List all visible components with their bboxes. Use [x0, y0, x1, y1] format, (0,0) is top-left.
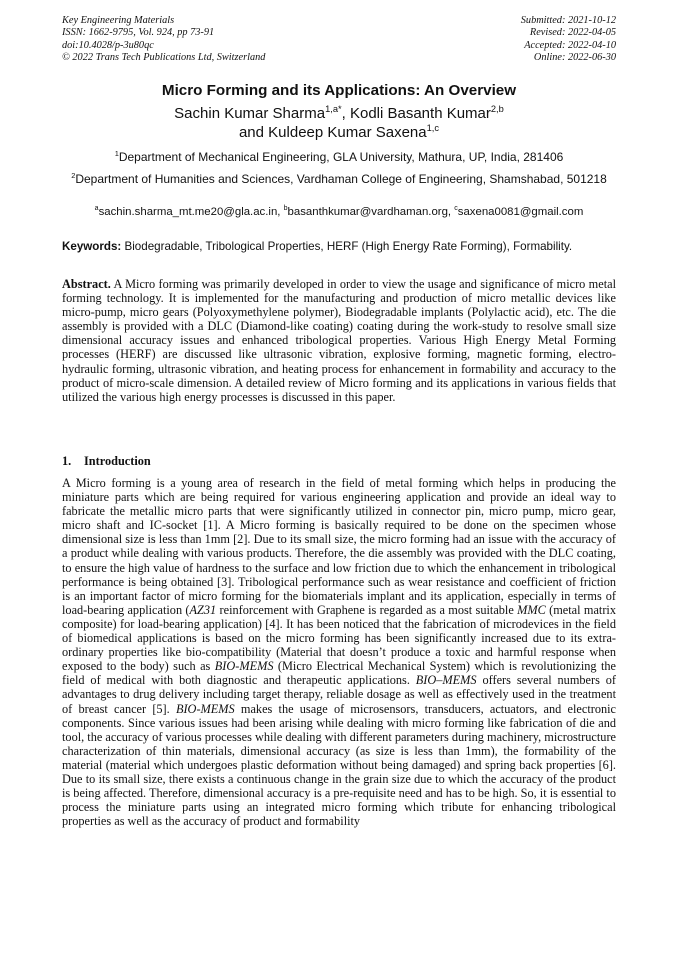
email-mark: c: [454, 205, 458, 213]
abstract: [62, 277, 616, 404]
journal-metadata: [62, 15, 265, 64]
doi: doi:10.4028/p-3u80qc: [62, 39, 154, 51]
author-name: Kodli Basanth Kumar: [349, 105, 491, 122]
italic-term: MMC: [517, 602, 546, 617]
email-link[interactable]: basanthkumar@vardhaman.org,: [287, 206, 455, 218]
italic-term: BIO–MEMS: [415, 673, 477, 688]
text-run: reinforcement with Graphene is regarded as a most suitable: [216, 602, 518, 617]
submitted-date: Submitted: 2021-10-12: [520, 15, 616, 26]
accepted-date: Accepted: 2022-04-10: [524, 39, 616, 51]
journal-name: Key Engineering Materials: [62, 15, 175, 26]
copyright: © 2022 Trans Tech Publications Ltd, Switzerland: [62, 51, 266, 63]
affiliation-number: 1: [114, 149, 119, 158]
keywords-text: Biodegradable, Tribological Properties, HERF (High Energy Rate Forming), Formability.: [121, 240, 573, 253]
issn: ISSN: 1662-9795, Vol. 924, pp 73-91: [62, 27, 215, 39]
abstract-label: Abstract.: [62, 277, 111, 291]
affiliation-1: [70, 149, 608, 165]
author-affiliation-mark: 2,b: [490, 104, 504, 114]
online-date: Online: 2022-06-30: [533, 51, 616, 63]
email-mark: b: [283, 205, 288, 213]
keywords-label: Keywords:: [62, 240, 122, 253]
author-emails: [0, 206, 678, 218]
text-run: (metal matrix composite) for load-bearing application) [4]. It has been noticed that the fabrication of microdevices in the field of biomedical applications is based on the micro forming has been significantly increased due to its extra-ordinary properties like bio-compatibility (Material that doesn’t produce a toxic and harmful response when exposed to the body) such as: [62, 602, 616, 674]
author-list: [0, 104, 678, 142]
section-title: Introduction: [84, 454, 151, 468]
keywords: [62, 240, 617, 253]
text-run: makes the usage of microsensors, transducers, actuators, and electronic components. Since various issues had been arising while dealing with micro forming like fabrication of die and tool, the accuracy of various processes while dealing with different parameters during machinery, microstructure characterization of thin materials, dimensional accuracy (as size is less than 1mm), the formability of the material (material which undergoes plastic deformation without being damaged) and spring back properties [6]. Due to its small size, there exists a continuous change in the grain size due to which the accuracy of the product is being affected. Therefore, dimensional accuracy is a pre-requisite need and has to be high. So, it is essential to process the miniature parts using an integrated micro forming which tribute for enhancing tribological properties as well as the accuracy of product and formability: [62, 701, 616, 829]
italic-term: BIO-MEMS: [175, 701, 235, 716]
text-run: (Micro Electrical Mechanical System) which is revolutionizing the field of medical with both diagnostic and therapeutic applications.: [62, 659, 616, 688]
author-name: Kuldeep Kumar Saxena: [268, 124, 427, 141]
affiliation-text: Department of Mechanical Engineering, GLA University, Mathura, UP, India, 281406: [118, 150, 564, 164]
introduction-paragraph: [62, 476, 616, 828]
author-name: Sachin Kumar Sharma: [174, 105, 326, 122]
author-affiliation-mark: 1,c: [426, 123, 440, 133]
text-run: A Micro forming is a young area of research in the field of metal forming which helps in producing the miniature parts which are being required for various engineering application and provide an ideal way to fabricate the metallic micro parts that were significantly utilized in connector pin, micro pump, micro gear, micro shaft and IC-socket [1]. A Micro forming is basically required to be done on the specimen whose dimensional size is less than 1mm [2]. Due to its small size, the micro forming had an issue with the accuracy of a product while dealing with various products. Therefore, the die assembly was provided with the DLC coating, to ensure the high value of hardness to the surface and low friction due to which the enhancement in tribological performance is being obtained [3]. Tribological performance such as wear resistance and coefficient of friction is an important factor of micro forming for the biomaterials implant and its application, especially in terms of load-bearing application (: [62, 476, 616, 617]
section-number: 1.: [62, 454, 72, 468]
email-mark: a: [94, 205, 99, 213]
section-heading: [62, 454, 151, 469]
paper-title: Micro Forming and its Applications: An Overview: [161, 82, 517, 99]
email-link[interactable]: sachin.sharma_mt.me20@gla.ac.in,: [98, 206, 284, 218]
abstract-text: A Micro forming was primarily developed in order to view the usage and significance of micro metal forming technology. It is implemented for the manufacturing and production of micro metallic devices like micro-pump, micro gears (Polyoxymethylene polymer), Biodegradable implants (Polylactic acid), etc. The die assembly is provided with a DLC (Diamond-like coating) coating during the work-study to resolve small size dimensional accuracy issues and enhanced tribological properties. Various High Energy Metal Forming processes (HERF) are discussed like ultrasonic vibration, explosive forming, magnetic forming, electro-hydraulic forming, ultrasonic vibration, and heating process for enhancement in formability and accuracy to the product of micro-scale dimension. A detailed review of Micro forming and its applications in various fields that utilized the various high energy processes is discussed in this paper.: [62, 277, 616, 404]
italic-term: BIO-MEMS: [214, 659, 274, 674]
affiliation-number: 2: [71, 171, 76, 180]
affiliation-2: [70, 171, 608, 187]
publication-dates: [521, 15, 616, 64]
email-link[interactable]: saxena0081@gmail.com: [457, 206, 584, 218]
italic-term: AZ31: [189, 602, 217, 617]
author-separator: ,: [341, 105, 350, 122]
affiliation-text: Department of Humanities and Sciences, Vardhaman College of Engineering, Shamshabad, 501218: [75, 172, 607, 186]
text-run: offers several numbers of advantages to drug delivery including target therapy, reliable dosage as well as effectively used in the treatment of breast cancer [5].: [62, 673, 616, 716]
revised-date: Revised: 2022-04-05: [529, 27, 616, 39]
author-affiliation-mark: 1,a*: [325, 104, 342, 114]
author-separator: and: [238, 124, 269, 141]
